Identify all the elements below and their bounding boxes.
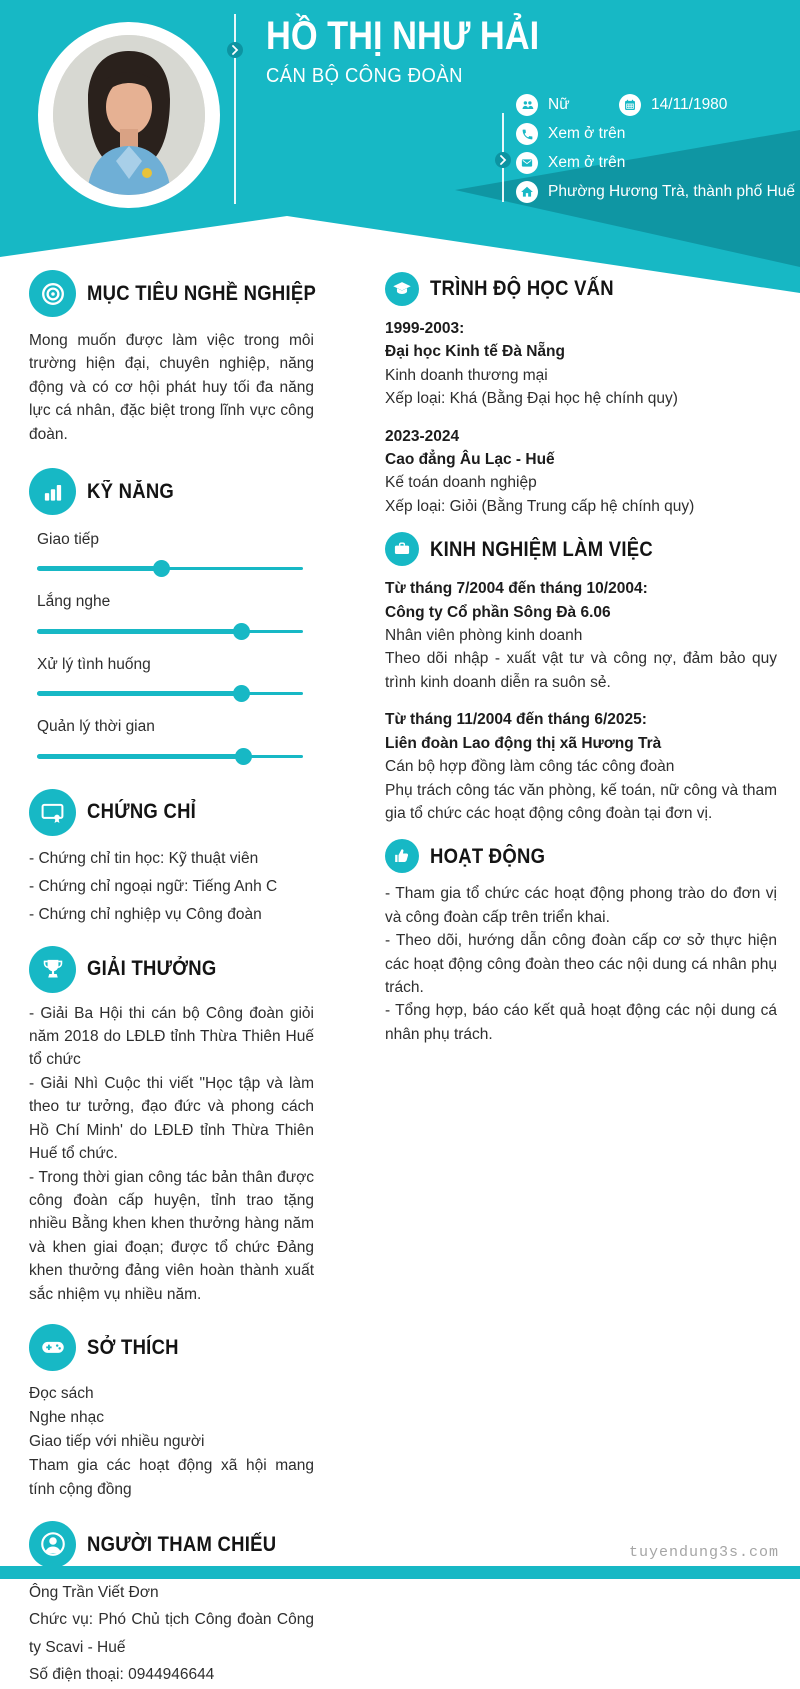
person-icon <box>29 1521 76 1568</box>
skill-label: Xử lý tình huống <box>37 655 151 673</box>
gamepad-icon <box>29 1324 76 1371</box>
reference-position: Chức vụ: Phó Chủ tịch Công đoàn Công ty Scavi - Huế <box>29 1611 314 1656</box>
education-grade: Xếp loại: Giỏi (Bằng Trung cấp hệ chính quy) <box>385 497 695 515</box>
home-icon <box>516 181 538 203</box>
address-row <box>516 181 795 203</box>
section-title: KỸ NĂNG <box>87 479 175 503</box>
section-title: GIẢI THƯỞNG <box>87 957 217 981</box>
chevron-right-icon <box>495 152 511 168</box>
section-references <box>29 1521 314 1568</box>
hobby-item: Đọc sách <box>29 1384 94 1402</box>
skill-label: Lắng nghe <box>37 593 111 611</box>
education-major: Kế toán doanh nghiệp <box>385 474 537 492</box>
reference-phone: Số điện thoại: 0944946644 <box>29 1666 215 1684</box>
gender-row <box>516 94 570 116</box>
skill-item <box>37 715 314 764</box>
portrait-illustration <box>53 35 205 195</box>
slider-handle[interactable] <box>235 748 252 765</box>
education-period: 1999-2003: <box>385 320 465 337</box>
phone-icon <box>516 123 538 145</box>
certificate-item: - Chứng chỉ nghiệp vụ Công đoàn <box>29 905 262 923</box>
section-experience <box>385 532 777 566</box>
phone-row <box>516 123 625 145</box>
avatar <box>53 35 205 195</box>
certificate-item: - Chứng chỉ tin học: Kỹ thuật viên <box>29 849 259 867</box>
email-icon <box>516 152 538 174</box>
right-column <box>385 272 777 1046</box>
footer-bar <box>0 1566 800 1579</box>
section-objective <box>29 270 317 317</box>
skills-list <box>29 528 314 765</box>
candidate-name: HỒ THỊ NHƯ HẢI <box>266 14 540 58</box>
skill-slider[interactable] <box>37 622 303 640</box>
award-item: - Giải Ba Hội thi cán bộ Công đoàn giỏi năm 2018 do LĐLĐ tỉnh Thừa Thiên Huế tổ chức <box>29 1004 314 1069</box>
section-skills <box>29 468 314 515</box>
section-title: CHỨNG CHỈ <box>87 800 197 824</box>
bar-chart-icon <box>29 468 76 515</box>
email-row <box>516 152 625 174</box>
experience-description: Theo dõi nhập - xuất vật tư và công nợ, đảm bảo quy trình kinh doanh diễn ra suôn sẻ. <box>385 650 777 691</box>
experience-role: Cán bộ hợp đồng làm công tác công đoàn <box>385 758 675 776</box>
education-grade: Xếp loại: Khá (Bằng Đại học hệ chính quy) <box>385 390 678 408</box>
section-education <box>385 272 777 306</box>
hobby-item: Giao tiếp với nhiều người <box>29 1432 205 1450</box>
slider-fill <box>37 629 242 634</box>
section-title: MỤC TIÊU NGHỀ NGHIỆP <box>87 281 317 305</box>
section-title: KINH NGHIỆM LÀM VIỆC <box>430 537 653 561</box>
certificate-icon <box>29 789 76 836</box>
award-item: - Giải Nhì Cuộc thi viết "Học tập và làm theo tư tưởng, đạo đức và phong cách Hồ Chí Minh' do LĐLĐ tỉnh Thừa Thiên Huế tổ chức. <box>29 1074 314 1163</box>
certificate-item: - Chứng chỉ ngoại ngữ: Tiếng Anh C <box>29 877 278 895</box>
avatar-ring <box>38 22 220 208</box>
activity-item: - Tổng hợp, báo cáo kết quả hoạt động các nội dung cá nhân phụ trách. <box>385 1002 777 1043</box>
experience-period: Từ tháng 11/2004 đến tháng 6/2025: <box>385 711 647 729</box>
hobby-item: Nghe nhạc <box>29 1408 104 1426</box>
slider-handle[interactable] <box>233 685 250 702</box>
skill-slider[interactable] <box>37 684 303 702</box>
skill-item <box>37 653 314 702</box>
section-title: NGƯỜI THAM CHIẾU <box>87 1532 277 1556</box>
skill-item <box>37 528 314 577</box>
activity-item: - Theo dõi, hướng dẫn công đoàn cấp cơ sở thực hiện các hoạt động công đoàn theo các nội dung cá nhân phụ trách. <box>385 932 777 996</box>
section-title: TRÌNH ĐỘ HỌC VẤN <box>430 277 614 301</box>
education-entry <box>385 425 777 519</box>
experience-company: Liên đoàn Lao động thị xã Hương Trà <box>385 734 662 752</box>
education-school: Cao đẳng Âu Lạc - Huế <box>385 451 555 469</box>
dob-value: 14/11/1980 <box>651 96 728 113</box>
skill-slider[interactable] <box>37 747 303 765</box>
experience-role: Nhân viên phòng kinh doanh <box>385 627 583 645</box>
reference-name: Ông Trần Viết Đơn <box>29 1583 159 1601</box>
slider-handle[interactable] <box>153 560 170 577</box>
slider-fill <box>37 754 244 759</box>
briefcase-icon <box>385 532 419 566</box>
slider-fill <box>37 691 242 696</box>
email-value: Xem ở trên <box>548 154 626 171</box>
left-column <box>29 270 317 1689</box>
candidate-job-title: CÁN BỘ CÔNG ĐOÀN <box>266 64 463 87</box>
objective-text: Mong muốn được làm việc trong môi trường hiện đại, chuyên nghiệp, năng động và có cơ hội phát huy tối đa năng lực cá nhân, đặc biệt trong lĩnh vực công đoàn. <box>29 332 314 443</box>
phone-value: Xem ở trên <box>548 125 626 142</box>
slider-fill <box>37 566 162 571</box>
thumbs-up-icon <box>385 839 419 873</box>
experience-entry <box>385 708 777 825</box>
education-school: Đại học Kinh tế Đà Nẵng <box>385 343 565 361</box>
gender-icon <box>516 94 538 116</box>
experience-description: Phụ trách công tác văn phòng, kế toán, nữ công và tham gia tổ chức các hoạt động công đoàn tại đơn vị. <box>385 781 777 822</box>
experience-period: Từ tháng 7/2004 đến tháng 10/2004: <box>385 580 648 598</box>
section-certificates <box>29 789 314 836</box>
skill-label: Quản lý thời gian <box>37 718 155 736</box>
header <box>0 0 800 300</box>
section-title: SỞ THÍCH <box>87 1335 179 1359</box>
watermark: tuyendung3s.com <box>628 1544 779 1561</box>
activity-item: - Tham gia tổ chức các hoạt động phong trào do đơn vị và công đoàn cấp trên triển khai. <box>385 885 777 926</box>
education-major: Kinh doanh thương mại <box>385 366 548 384</box>
dob-row <box>619 94 727 116</box>
section-hobbies <box>29 1324 314 1371</box>
chevron-right-icon <box>227 42 243 58</box>
hobby-item: Tham gia các hoạt động xã hội mang tính cộng đồng <box>29 1456 314 1498</box>
section-title: HOẠT ĐỘNG <box>430 844 546 868</box>
section-awards <box>29 946 314 993</box>
skill-label: Giao tiếp <box>37 531 100 549</box>
gender-value: Nữ <box>548 96 570 113</box>
award-item: - Trong thời gian công tác bản thân được công đoàn cấp huyện, tỉnh trao tặng nhiều Bằng khen khen thưởng hàng năm và khen giai đoạn; được tổ chức Đảng khen thưởng đảng viên hoàn thành xuất sắc nhiệm vụ nhiều năm. <box>29 1168 314 1303</box>
experience-entry <box>385 577 777 694</box>
section-activities <box>385 839 777 873</box>
trophy-icon <box>29 946 76 993</box>
education-period: 2023-2024 <box>385 427 460 445</box>
experience-company: Công ty Cổ phần Sông Đà 6.06 <box>385 603 611 621</box>
skill-item <box>37 590 314 639</box>
target-icon <box>29 270 76 317</box>
skill-slider[interactable] <box>37 559 303 577</box>
graduation-cap-icon <box>385 272 419 306</box>
calendar-icon <box>619 94 641 116</box>
education-entry <box>385 317 777 411</box>
address-value: Phường Hương Trà, thành phố Huế <box>548 183 796 200</box>
slider-handle[interactable] <box>233 623 250 640</box>
